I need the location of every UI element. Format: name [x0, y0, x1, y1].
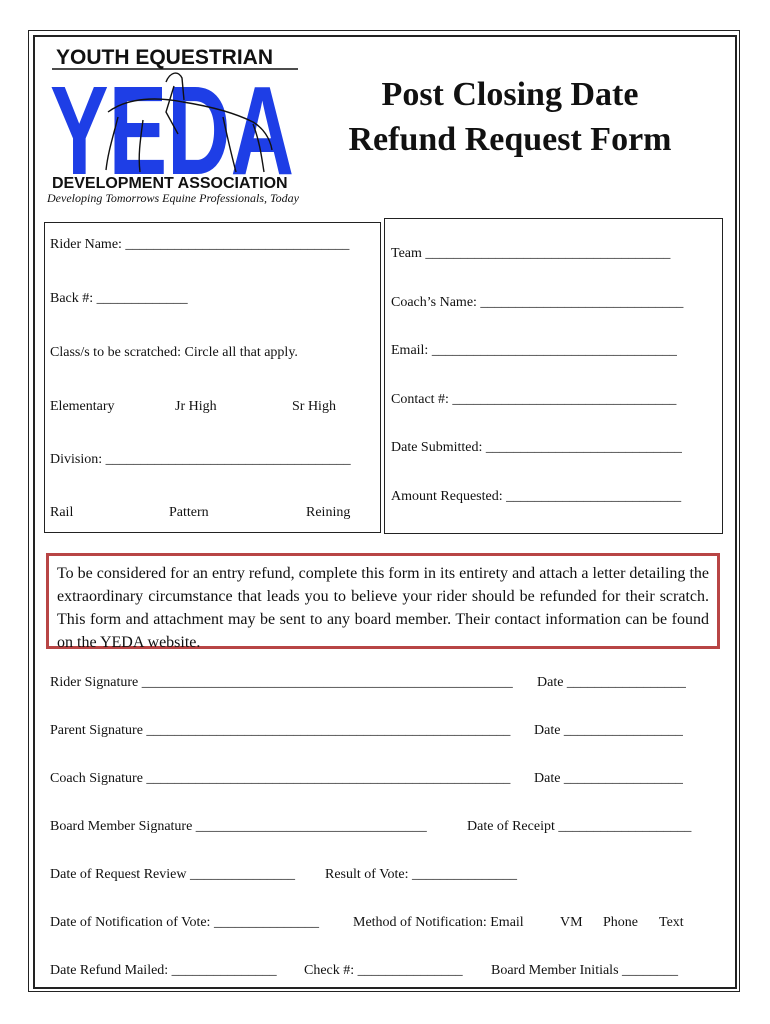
contact-field[interactable]: Contact #: ________________________________ — [391, 392, 677, 407]
back-number-field[interactable]: Back #: _____________ — [50, 291, 188, 306]
division-option-reining[interactable]: Reining — [306, 505, 351, 520]
division-option-pattern[interactable]: Pattern — [169, 505, 209, 520]
date-of-notification-field[interactable]: Date of Notification of Vote: _______________ — [50, 915, 319, 930]
email-field[interactable]: Email: ___________________________________ — [391, 343, 677, 358]
coach-signature-field[interactable]: Coach Signature ____________________________________________________ — [50, 771, 511, 786]
refund-notice: To be considered for an entry refund, complete this form in its entirety and attach a letter detailing the extraordinary circumstance that leads you to believe your rider should be refunded for their scratch. This form and attachment may be sent to any board member. Their contact information can be found on the YEDA website. — [46, 553, 720, 649]
title-line-2: Refund Request Form — [348, 121, 672, 158]
method-of-notification-label[interactable]: Method of Notification: Email — [353, 915, 524, 930]
yeda-logo — [48, 42, 308, 192]
rider-name-field[interactable]: Rider Name: ________________________________ — [50, 237, 350, 252]
title-line-1: Post Closing Date — [381, 76, 639, 113]
team-field[interactable]: Team ___________________________________ — [391, 246, 671, 261]
method-option-text[interactable]: Text — [659, 915, 684, 930]
logo-letters: YEDA — [50, 60, 294, 192]
division-field[interactable]: Division: ___________________________________ — [50, 452, 351, 467]
method-option-phone[interactable]: Phone — [603, 915, 638, 930]
division-option-rail[interactable]: Rail — [50, 505, 74, 520]
check-number-field[interactable]: Check #: _______________ — [304, 963, 463, 978]
rider-signature-field[interactable]: Rider Signature _____________________________________________________ — [50, 675, 513, 690]
team-info-box — [384, 218, 723, 534]
method-option-vm[interactable]: VM — [560, 915, 583, 930]
result-of-vote-field[interactable]: Result of Vote: _______________ — [325, 867, 517, 882]
form-title — [330, 72, 690, 162]
tagline: Developing Tomorrows Equine Professionals, Today — [47, 191, 299, 205]
board-member-initials-field[interactable]: Board Member Initials ________ — [491, 963, 679, 978]
rider-signature-date-field[interactable]: Date _________________ — [537, 675, 686, 690]
logo-top-text: YOUTH EQUESTRIAN — [56, 46, 274, 69]
date-of-request-review-field[interactable]: Date of Request Review _______________ — [50, 867, 295, 882]
classes-label: Class/s to be scratched: Circle all that apply. — [50, 345, 298, 360]
parent-signature-date-field[interactable]: Date _________________ — [534, 723, 683, 738]
class-option-jr-high[interactable]: Jr High — [175, 399, 217, 414]
date-refund-mailed-field[interactable]: Date Refund Mailed: _______________ — [50, 963, 277, 978]
amount-requested-field[interactable]: Amount Requested: _________________________ — [391, 489, 682, 504]
class-option-sr-high[interactable]: Sr High — [292, 399, 336, 414]
parent-signature-field[interactable]: Parent Signature ____________________________________________________ — [50, 723, 511, 738]
rider-info-box — [44, 222, 381, 533]
logo-bottom-text: DEVELOPMENT ASSOCIATION — [52, 175, 288, 192]
coach-name-field[interactable]: Coach’s Name: _____________________________ — [391, 295, 684, 310]
date-submitted-field[interactable]: Date Submitted: ____________________________ — [391, 440, 682, 455]
coach-signature-date-field[interactable]: Date _________________ — [534, 771, 683, 786]
board-member-signature-field[interactable]: Board Member Signature _________________________________ — [50, 819, 427, 834]
date-of-receipt-field[interactable]: Date of Receipt ___________________ — [467, 819, 692, 834]
class-option-elementary[interactable]: Elementary — [50, 399, 115, 414]
